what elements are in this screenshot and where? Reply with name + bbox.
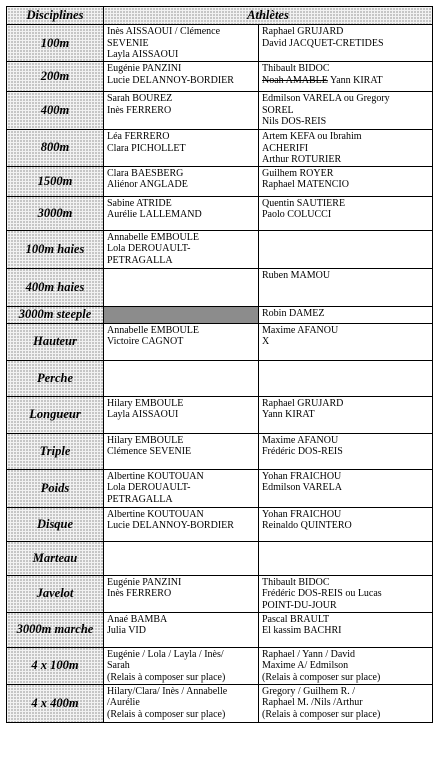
athlete-name: Sabine ATRIDE xyxy=(107,197,172,209)
discipline-label: Disque xyxy=(7,507,104,541)
athlete-name: Gregory / Guilhem R. / xyxy=(262,685,356,697)
athletes-table xyxy=(6,6,433,723)
athlete-name: (Relais à composer sur place) xyxy=(262,671,381,683)
athlete-name: Frédéric DOS-REIS ou Lucas xyxy=(262,588,382,599)
discipline-label: Longueur xyxy=(7,396,104,433)
row-1500m xyxy=(7,166,433,196)
athlete-name: Maxime AFANOU xyxy=(262,434,339,446)
men-athletes-cell xyxy=(259,684,433,722)
athlete-name: Sarah xyxy=(107,660,130,671)
athlete-name: Guilhem ROYER xyxy=(262,167,334,179)
women-athletes-cell xyxy=(104,25,259,62)
athlete-name: Frédéric DOS-REIS xyxy=(262,446,343,457)
athlete-name: Hilary EMBOULE xyxy=(107,434,184,446)
women-athletes-cell xyxy=(104,507,259,541)
athlete-name: Edmilson VARELA xyxy=(262,482,342,493)
athlete-name: Quentin SAUTIERE xyxy=(262,197,346,209)
athlete-name: Yann KIRAT xyxy=(327,74,383,86)
men-athletes-cell xyxy=(259,507,433,541)
discipline-label: Javelot xyxy=(7,575,104,612)
men-athletes-cell xyxy=(259,92,433,130)
women-athletes-cell xyxy=(104,612,259,647)
athlete-name: Nils DOS-REIS xyxy=(262,116,327,127)
athlete-name: POINT-DU-JOUR xyxy=(262,599,337,611)
women-athletes-cell xyxy=(104,62,259,92)
athlete-name: Lucie DELANNOY-BORDIER xyxy=(107,520,234,531)
discipline-label: 3000m xyxy=(7,196,104,230)
men-athletes-cell xyxy=(259,612,433,647)
athlete-name: (Relais à composer sur place) xyxy=(107,708,226,720)
athlete-name: Yann KIRAT xyxy=(262,409,315,420)
athlete-name: PETRAGALLA xyxy=(107,254,173,266)
athlete-name: Eugénie PANZINI xyxy=(107,576,182,588)
athlete-name: Annabelle EMBOULE xyxy=(107,324,199,336)
athlete-name: SEVENIE xyxy=(107,37,149,49)
athlete-name: (Relais à composer sur place) xyxy=(262,708,381,720)
men-athletes-cell xyxy=(259,268,433,306)
athlete-name: Lucie DELANNOY-BORDIER xyxy=(107,74,234,86)
men-athletes-cell xyxy=(259,306,433,323)
discipline-label: 4 x 400m xyxy=(7,684,104,722)
women-athletes-cell xyxy=(104,575,259,612)
athlete-name: Edmilson VARELA ou Gregory xyxy=(262,93,390,104)
men-athletes-cell xyxy=(259,130,433,167)
discipline-label: Perche xyxy=(7,360,104,396)
athlete-name: Clara PICHOLLET xyxy=(107,142,186,154)
discipline-label: 400m xyxy=(7,92,104,130)
athlete-name: PETRAGALLA xyxy=(107,493,173,505)
women-athletes-cell xyxy=(104,396,259,433)
women-athletes-cell xyxy=(104,230,259,268)
row-100m xyxy=(7,25,433,62)
discipline-label: 3000m steeple xyxy=(7,306,104,323)
discipline-label: Hauteur xyxy=(7,323,104,360)
athlete-name: Victoire CAGNOT xyxy=(107,336,184,347)
row-3000m-marche xyxy=(7,612,433,647)
athlete-name: Inès AISSAOUI / Clémence xyxy=(107,26,221,37)
row-longueur xyxy=(7,396,433,433)
row-hauteur xyxy=(7,323,433,360)
athlete-name: Lola DEROUAULT- xyxy=(107,243,191,254)
athlete-name: Julia VID xyxy=(107,625,146,636)
row-3000m-steeple xyxy=(7,306,433,323)
athlete-name: Arthur ROTURIER xyxy=(262,154,342,165)
men-athletes-cell xyxy=(259,196,433,230)
athlete-name: Robin DAMEZ xyxy=(262,307,325,319)
women-athletes-cell xyxy=(104,196,259,230)
athlete-name: Thibault BIDOC xyxy=(262,576,330,588)
header-row xyxy=(7,7,433,25)
women-athletes-cell xyxy=(104,684,259,722)
discipline-label: Triple xyxy=(7,433,104,469)
row-400m xyxy=(7,92,433,130)
women-athletes-cell xyxy=(104,647,259,684)
athlete-name: /Aurélie xyxy=(107,697,140,708)
row-400m-haies xyxy=(7,268,433,306)
athlete-name: Clémence SEVENIE xyxy=(107,446,192,457)
women-athletes-cell xyxy=(104,92,259,130)
athlete-name: Maxime A/ Edmilson xyxy=(262,660,349,671)
athlete-name: Raphael MATENCIO xyxy=(262,179,349,190)
discipline-label: 100m xyxy=(7,25,104,62)
men-athletes-cell xyxy=(259,541,433,575)
athlete-name: Layla AISSAOUI xyxy=(107,409,179,420)
row-perche xyxy=(7,360,433,396)
men-athletes-cell xyxy=(259,62,433,92)
athlete-name: Layla AISSAOUI xyxy=(107,49,179,60)
men-athletes-cell xyxy=(259,433,433,469)
row-4-x-400m xyxy=(7,684,433,722)
men-athletes-cell xyxy=(259,323,433,360)
discipline-label: 3000m marche xyxy=(7,612,104,647)
women-athletes-cell xyxy=(104,130,259,167)
men-athletes-cell xyxy=(259,469,433,507)
athlete-name: Maxime AFANOU xyxy=(262,324,339,336)
row-javelot xyxy=(7,575,433,612)
discipline-label: 4 x 100m xyxy=(7,647,104,684)
athlete-name: Aliénor ANGLADE xyxy=(107,179,188,190)
disciplines-header: Disciplines xyxy=(7,7,104,25)
athlete-name: Yohan FRAICHOU xyxy=(262,470,342,482)
women-athletes-cell xyxy=(104,360,259,396)
athlete-name: Léa FERRERO xyxy=(107,131,170,142)
row-disque xyxy=(7,507,433,541)
struck-athlete-name: Noah AMABLE xyxy=(262,74,328,86)
men-athletes-cell xyxy=(259,647,433,684)
row-triple xyxy=(7,433,433,469)
men-athletes-cell xyxy=(259,396,433,433)
athlete-name: Ruben MAMOU xyxy=(262,269,331,281)
athlete-name: Raphael GRUJARD xyxy=(262,26,344,37)
athlete-line xyxy=(262,75,429,87)
women-athletes-cell xyxy=(104,323,259,360)
athlete-name: Reinaldo QUINTERO xyxy=(262,520,352,531)
women-athletes-cell xyxy=(104,268,259,306)
women-athletes-cell xyxy=(104,166,259,196)
row-poids xyxy=(7,469,433,507)
athlete-name: Yohan FRAICHOU xyxy=(262,508,342,520)
discipline-label: 400m haies xyxy=(7,268,104,306)
discipline-label: Poids xyxy=(7,469,104,507)
athlete-name: Hilary EMBOULE xyxy=(107,397,184,409)
discipline-label: Marteau xyxy=(7,541,104,575)
row-3000m xyxy=(7,196,433,230)
athlete-name: (Relais à composer sur place) xyxy=(107,671,226,683)
row-4-x-100m xyxy=(7,647,433,684)
discipline-label: 800m xyxy=(7,130,104,167)
men-athletes-cell xyxy=(259,575,433,612)
row-100m-haies xyxy=(7,230,433,268)
athlete-name: Annabelle EMBOULE xyxy=(107,231,199,243)
athlete-name: El kassim BACHRI xyxy=(262,625,342,636)
athlete-name: Pascal BRAULT xyxy=(262,613,330,625)
athlete-name: Artem KEFA ou Ibrahim xyxy=(262,131,362,142)
athlete-name: Hilary/Clara/ Inès / Annabelle xyxy=(107,685,228,697)
athlete-name: SOREL xyxy=(262,104,294,116)
athlete-name: Inès FERRERO xyxy=(107,588,172,599)
athlete-name: Raphael GRUJARD xyxy=(262,397,344,409)
men-athletes-cell xyxy=(259,25,433,62)
women-athletes-cell xyxy=(104,541,259,575)
athlete-name: X xyxy=(262,336,270,347)
athlete-name: Thibault BIDOC xyxy=(262,63,330,74)
women-athletes-cell xyxy=(104,433,259,469)
athletes-header: Athlètes xyxy=(104,7,433,25)
athlete-name: Albertine KOUTOUAN xyxy=(107,508,204,520)
athlete-name: Raphael M. /Nils /Arthur xyxy=(262,697,363,708)
women-athletes-cell xyxy=(104,306,259,323)
row-200m xyxy=(7,62,433,92)
discipline-label: 1500m xyxy=(7,166,104,196)
discipline-label: 100m haies xyxy=(7,230,104,268)
athlete-name: Sarah BOUREZ xyxy=(107,93,173,104)
men-athletes-cell xyxy=(259,360,433,396)
athlete-name: Anaé BAMBA xyxy=(107,613,168,625)
men-athletes-cell xyxy=(259,166,433,196)
athlete-name: Eugénie PANZINI xyxy=(107,63,182,74)
row-800m xyxy=(7,130,433,167)
athlete-name: Paolo COLUCCI xyxy=(262,209,332,220)
men-athletes-cell xyxy=(259,230,433,268)
athlete-name: Albertine KOUTOUAN xyxy=(107,470,204,482)
row-marteau xyxy=(7,541,433,575)
discipline-label: 200m xyxy=(7,62,104,92)
athlete-name: ACHERIFI xyxy=(262,142,309,154)
athlete-name: Eugénie / Lola / Layla / Inès/ xyxy=(107,648,224,660)
athlete-name: Raphael / Yann / David xyxy=(262,648,356,660)
athlete-name: David JACQUET-CRETIDES xyxy=(262,37,384,49)
athlete-name: Clara BAESBERG xyxy=(107,167,184,179)
athlete-name: Inès FERRERO xyxy=(107,104,172,116)
women-athletes-cell xyxy=(104,469,259,507)
athlete-name: Lola DEROUAULT- xyxy=(107,482,191,493)
athlete-name: Aurélie LALLEMAND xyxy=(107,209,202,220)
